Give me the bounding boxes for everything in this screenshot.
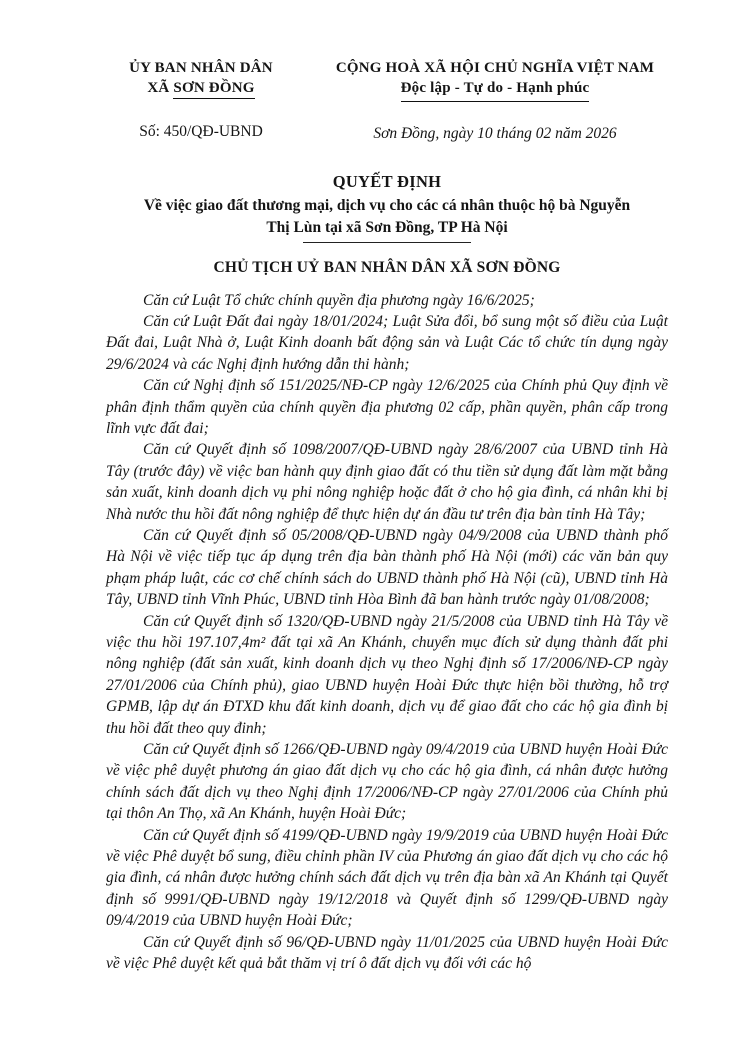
unit-prefix: XÃ bbox=[147, 80, 174, 97]
document-subtitle bbox=[106, 195, 668, 239]
document-header bbox=[0, 58, 740, 143]
issuing-authority-block bbox=[96, 58, 306, 143]
unit-name-underlined: SƠN ĐỒNG bbox=[173, 80, 254, 99]
title-block bbox=[0, 172, 740, 277]
title-separator-rule bbox=[303, 242, 471, 243]
place-date-line: Sơn Đồng, ngày 10 tháng 02 năm 2026 bbox=[373, 124, 617, 142]
legal-basis-paragraph: Căn cứ Luật Tổ chức chính quyền địa phương ngày 16/6/2025; bbox=[143, 291, 535, 309]
issuing-authority-unit bbox=[96, 78, 306, 98]
legal-basis-paragraph: Căn cứ Quyết định số 1098/2007/QĐ-UBND ngày 28/6/2007 của UBND tỉnh Hà Tây (trước đây) về việc ban hành quy định giao đất có thu tiền sử dụng đất làm mặt bằng sản xuất, kinh doanh dịch vụ phi nông nghiệp hoặc đất ở cho hộ gia đình, cá nhân khi bị Nhà nước thu hồi đất nông nghiệp để thực hiện dự án đầu tư trên địa bàn tỉnh Hà Tây; bbox=[106, 441, 668, 523]
national-motto bbox=[306, 78, 684, 101]
legal-basis-paragraph: Căn cứ Nghị định số 151/2025/NĐ-CP ngày 12/6/2025 của Chính phủ Quy định về phân định thẩm quyền của chính quyền địa phương 02 cấp, phần quyền, phân cấp trong lĩnh vực đất đai; bbox=[106, 377, 668, 437]
legal-basis-paragraph: Căn cứ Luật Đất đai ngày 18/01/2024; Luật Sửa đổi, bổ sung một số điều của Luật Đất đai, Luật Nhà ở, Luật Kinh doanh bất động sản và Luật Các tổ chức tín dụng ngày 29/6/2024 và các Nghị định hướng dẫn thi hành; bbox=[106, 312, 668, 373]
document-body bbox=[0, 290, 740, 975]
issuing-authority-name: ỦY BAN NHÂN DÂN bbox=[129, 60, 273, 76]
legal-basis-paragraph: Căn cứ Quyết định số 05/2008/QĐ-UBND ngày 04/9/2008 của UBND thành phố Hà Nội về việc tiếp tục áp dụng trên địa bàn thành phố Hà Nội (mới) các văn bản quy phạm pháp luật, các cơ chế chính sách do UBND thành phố Hà Nội (cũ), UBND tỉnh Hà Tây, UBND tỉnh Vĩnh Phúc, UBND tỉnh Hòa Bình đã ban hành trước ngày 01/08/2008; bbox=[106, 526, 668, 609]
deciding-authority: CHỦ TỊCH UỶ BAN NHÂN DÂN XÃ SƠN ĐỒNG bbox=[213, 258, 561, 276]
national-title: CỘNG HOÀ XÃ HỘI CHỦ NGHĨA VIỆT NAM bbox=[335, 60, 655, 76]
legal-basis-paragraph: Căn cứ Quyết định số 1266/QĐ-UBND ngày 09/4/2019 của UBND huyện Hoài Đức về việc phê duyệt phương án giao đất dịch vụ cho các hộ gia đình, cá nhân được hưởng chính sách đất dịch vụ theo Nghị định 17/2006/NĐ-CP ngày 27/01/2006 của Chính phủ tại thôn An Thọ, xã An Khánh, huyện Hoài Đức; bbox=[106, 741, 668, 823]
document-title: QUYẾT ĐỊNH bbox=[332, 171, 442, 191]
legal-basis-paragraph: Căn cứ Quyết định số 4199/QĐ-UBND ngày 19/9/2019 của UBND huyện Hoài Đức về việc Phê duyệt bổ sung, điều chỉnh phần IV của Phương án giao đất dịch vụ cho các hộ gia đình, cá nhân được hưởng chính sách đất dịch vụ trên địa bàn xã An Khánh tại Quyết định số 9991/QĐ-UBND ngày 19/12/2018 và Quyết định số 1299/QĐ-UBND ngày 09/4/2019 của UBND huyện Hoài Đức; bbox=[106, 826, 668, 930]
subtitle-line-1: Về việc giao đất thương mại, dịch vụ cho các cá nhân thuộc hộ bà Nguyễn bbox=[143, 196, 631, 214]
legal-basis-paragraph: Căn cứ Quyết định số 96/QĐ-UBND ngày 11/01/2025 của UBND huyện Hoài Đức về việc Phê duyệt kết quả bắt thăm vị trí ô đất dịch vụ đối với các hộ bbox=[106, 933, 668, 973]
national-motto-text: Độc lập - Tự do - Hạnh phúc bbox=[401, 78, 590, 101]
national-header-block bbox=[306, 58, 684, 143]
subtitle-line-2: Thị Lùn tại xã Sơn Đồng, TP Hà Nội bbox=[266, 218, 508, 236]
document-number: Số: 450/QĐ-UBND bbox=[139, 122, 263, 140]
legal-basis-paragraph: Căn cứ Quyết định số 1320/QĐ-UBND ngày 21/5/2008 của UBND tỉnh Hà Tây về việc thu hồi 197.107,4m² đất tại xã An Khánh, chuyển mục đích sử dụng thành đất phi nông nghiệp (đất sản xuất, kinh doanh dịch vụ theo Nghị định số 17/2006/NĐ-CP ngày 27/01/2006 của Chính phủ), giao UBND huyện Hoài Đức thực hiện bồi thường, hỗ trợ GPMB, lập dự án ĐTXD khu đất kinh doanh, dịch vụ để giao đất cho các hộ gia đình bị thu hồi đất theo quy đinh; bbox=[106, 612, 668, 737]
